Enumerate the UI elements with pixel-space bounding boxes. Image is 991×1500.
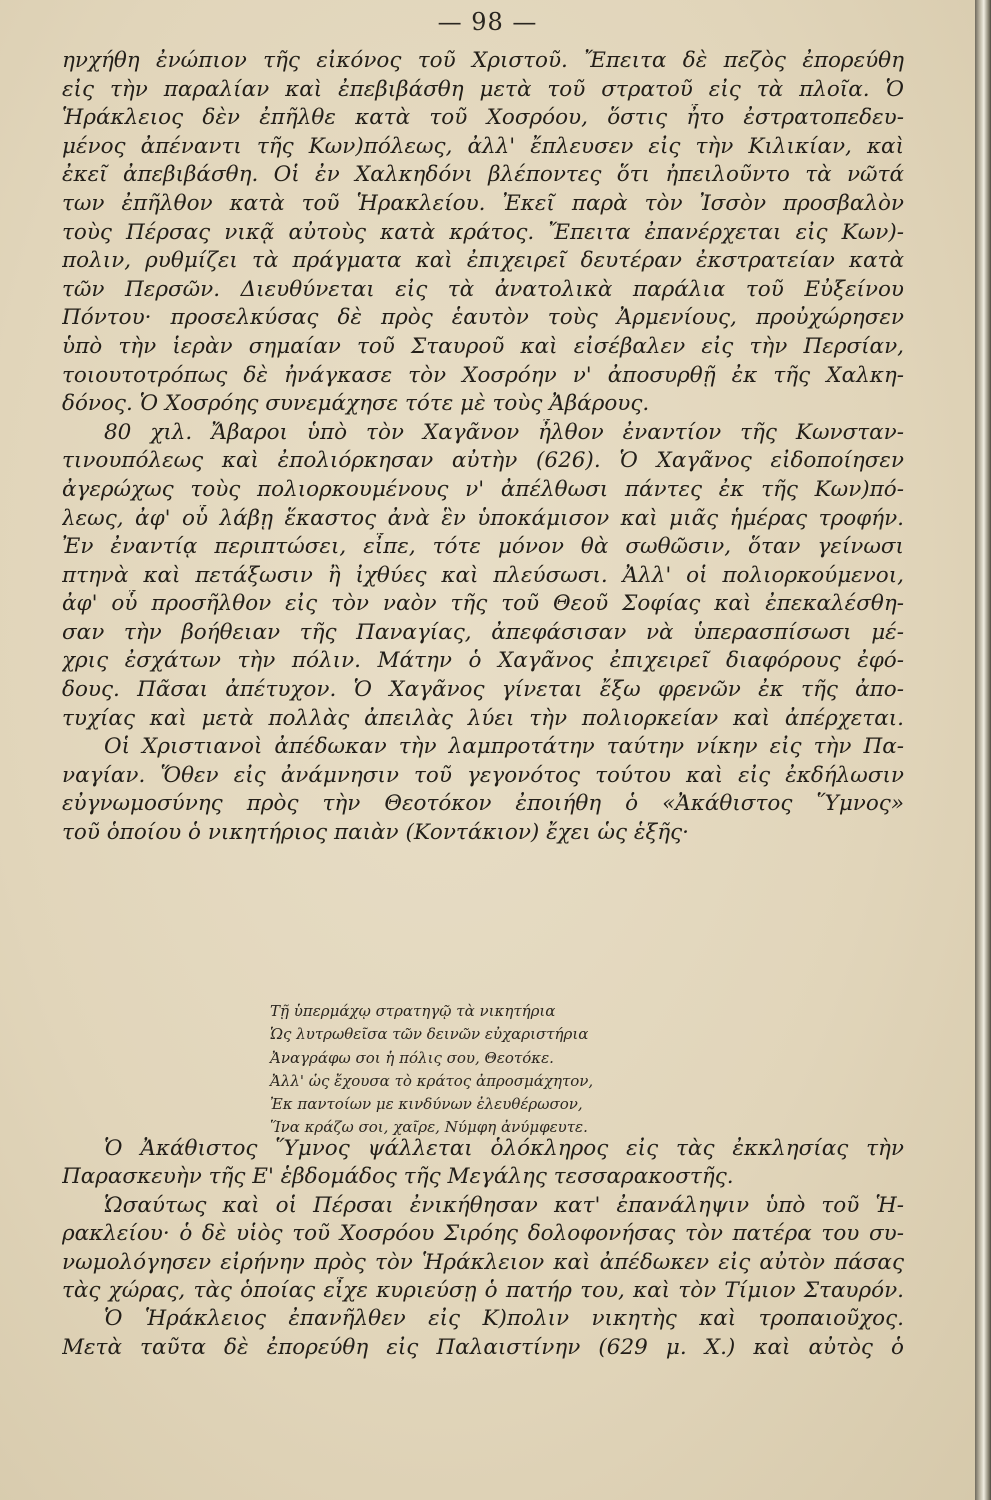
hymn-line: Ὡς λυτρωθεῖσα τῶν δεινῶν εὐχαριστήρια [270, 1025, 589, 1044]
hymn-line: Ἐκ παντοίων με κινδύνων ἐλευθέρωσον, [270, 1095, 583, 1114]
text-line: τῶν Περσῶν. Διευθύνεται εἰς τὰ ἀνατολικὰ παράλια τοῦ Εὐξείνου [62, 276, 904, 302]
main-text-block [62, 47, 904, 848]
text-line: λεως, ἀφ' οὗ λάβῃ ἕκαστος ἀνὰ ἓν ὑποκάμισον καὶ μιᾶς ἡμέρας τροφήν. [62, 505, 904, 531]
hymn-line: Ἵνα κράζω σοι, χαῖρε, Νύμφη ἀνύμφευτε. [270, 1118, 588, 1137]
text-line: νωμολόγησεν εἰρήνην πρὸς τὸν Ἡράκλειον καὶ ἀπέδωκεν εἰς αὐτὸν πάσας [62, 1249, 904, 1275]
text-line: εἰς τὴν παραλίαν καὶ ἐπεβιβάσθη μετὰ τοῦ στρατοῦ εἰς τὰ πλοῖα. Ὁ [62, 76, 904, 102]
text-line: ὑπὸ τὴν ἱερὰν σημαίαν τοῦ Σταυροῦ καὶ εἰσέβαλεν εἰς τὴν Περσίαν, [62, 333, 904, 359]
text-line: δόνος. Ὁ Χοσρόης συνεμάχησε τότε μὲ τοὺς Ἀβάρους. [62, 391, 650, 417]
text-line: εὐγνωμοσύνης πρὸς τὴν Θεοτόκον ἐποιήθη ὁ «Ἀκάθιστος Ὕμνος» [62, 791, 904, 817]
text-line: Οἱ Χριστιανοὶ ἀπέδωκαν τὴν λαμπροτάτην ταύτην νίκην εἰς τὴν Πα- [104, 734, 904, 760]
text-line: πτηνὰ καὶ πετάξωσιν ἢ ἰχθύες καὶ πλεύσωσι. Ἀλλ' οἱ πολιορκούμενοι, [62, 562, 904, 588]
text-line: τοὺς Πέρσας νικᾷ αὐτοὺς κατὰ κράτος. Ἔπειτα ἐπανέρχεται εἰς Κων)- [62, 219, 904, 245]
text-line: μένος ἀπέναντι τῆς Κων)πόλεως, ἀλλ' ἔπλευσεν εἰς τὴν Κιλικίαν, καὶ [62, 133, 904, 159]
text-line: τὰς χώρας, τὰς ὁποίας εἶχε κυριεύσῃ ὁ πατήρ του, καὶ τὸν Τίμιον Σταυρόν. [62, 1277, 904, 1303]
text-line: ἀγερώχως τοὺς πολιορκουμένους ν' ἀπέλθωσι πάντες ἐκ τῆς Κων)πό- [62, 476, 904, 502]
text-line: Πόντου· προσελκύσας δὲ πρὸς ἑαυτὸν τοὺς Ἀρμενίους, προὐχώρησεν [62, 305, 904, 331]
page-number: — 98 — [437, 8, 538, 36]
continuation-text-block [62, 1135, 904, 1362]
hymn-line: Τῇ ὑπερμάχῳ στρατηγῷ τὰ νικητήρια [270, 1002, 556, 1020]
hymn-line: Ἀλλ' ὡς ἔχουσα τὸ κράτος ἀπροσμάχητον, [270, 1071, 594, 1090]
book-binding-edge [975, 0, 991, 1500]
text-line: των ἐπῆλθον κατὰ τοῦ Ἡρακλείου. Ἐκεῖ παρὰ τὸν Ἰσσὸν προσβαλὸν [62, 190, 904, 216]
text-line: ηνχήθη ἐνώπιον τῆς εἰκόνος τοῦ Χριστοῦ. Ἔπειτα δὲ πεζὸς ἐπορεύθη [62, 48, 904, 73]
text-line: τινουπόλεως καὶ ἐπολιόρκησαν αὐτὴν (626). Ὁ Χαγᾶνος εἰδοποίησεν [62, 448, 904, 474]
text-line: πολιν, ρυθμίζει τὰ πράγματα καὶ ἐπιχειρεῖ δευτέραν ἐκστρατείαν κατὰ [62, 248, 904, 274]
text-line: Ἡράκλειος δὲν ἐπῆλθε κατὰ τοῦ Χοσρόου, ὅστις ἦτο ἐστρατοπεδευ- [62, 105, 904, 131]
text-line: Παρασκευὴν τῆς Ε' ἑβδομάδος τῆς Μεγάλης τεσσαρακοστῆς. [62, 1164, 734, 1190]
kontakion-hymn [270, 1000, 593, 1140]
text-line: χρις ἐσχάτων τὴν πόλιν. Μάτην ὁ Χαγᾶνος ἐπιχειρεῖ διαφόρους ἐφό- [62, 648, 904, 674]
text-line: δους. Πᾶσαι ἀπέτυχον. Ὁ Χαγᾶνος γίνεται ἔξω φρενῶν ἐκ τῆς ἀπο- [62, 677, 904, 703]
text-line: τυχίας καὶ μετὰ πολλὰς ἀπειλὰς λύει τὴν πολιορκείαν καὶ ἀπέρχεται. [62, 705, 904, 731]
text-line: ἐκεῖ ἀπεβιβάσθη. Οἱ ἐν Χαλκηδόνι βλέποντες ὅτι ἠπειλοῦντο τὰ νῶτά [62, 162, 904, 188]
text-line: τοιουτοτρόπως δὲ ἠνάγκασε τὸν Χοσρόην ν' ἀποσυρθῇ ἐκ τῆς Χαλκη- [62, 362, 904, 388]
text-line: Ὁ Ἀκάθιστος Ὕμνος ψάλλεται ὁλόκληρος εἰς τὰς ἐκκλησίας τὴν [104, 1136, 904, 1161]
text-line: ναγίαν. Ὅθεν εἰς ἀνάμνησιν τοῦ γεγονότος τούτου καὶ εἰς ἐκδήλωσιν [62, 762, 904, 788]
text-line: Μετὰ ταῦτα δὲ ἐπορεύθη εἰς Παλαιστίνην (629 μ. Χ.) καὶ αὐτὸς ὁ [62, 1334, 904, 1360]
text-line: Ὡσαύτως καὶ οἱ Πέρσαι ἐνικήθησαν κατ' ἐπανάληψιν ὑπὸ τοῦ Ἡ- [104, 1192, 904, 1218]
text-line: Ἐν ἐναντίᾳ περιπτώσει, εἶπε, τότε μόνον θὰ σωθῶσιν, ὅταν γείνωσι [62, 534, 904, 560]
text-line: ρακλείου· ὁ δὲ υἱὸς τοῦ Χοσρόου Σιρόης δολοφονήσας τὸν πατέρα του συ- [62, 1221, 904, 1247]
text-line: Ὁ Ἡράκλειος ἐπανῆλθεν εἰς Κ)πολιν νικητὴς καὶ τροπαιοῦχος. [104, 1306, 904, 1332]
text-line: τοῦ ὁποίου ὁ νικητήριος παιὰν (Κοντάκιον) ἔχει ὡς ἑξῆς· [62, 820, 690, 846]
hymn-line: Ἀναγράφω σοι ἡ πόλις σου, Θεοτόκε. [270, 1048, 554, 1067]
text-line: σαν τὴν βοήθειαν τῆς Παναγίας, ἀπεφάσισαν νὰ ὑπερασπίσωσι μέ- [62, 619, 904, 645]
text-line: ἀφ' οὗ προσῆλθον εἰς τὸν ναὸν τῆς τοῦ Θεοῦ Σοφίας καὶ ἐπεκαλέσθη- [62, 591, 904, 617]
text-line: 80 χιλ. Ἄβαροι ὑπὸ τὸν Χαγᾶνον ἦλθον ἐναντίον τῆς Κωνσταν- [104, 419, 904, 445]
